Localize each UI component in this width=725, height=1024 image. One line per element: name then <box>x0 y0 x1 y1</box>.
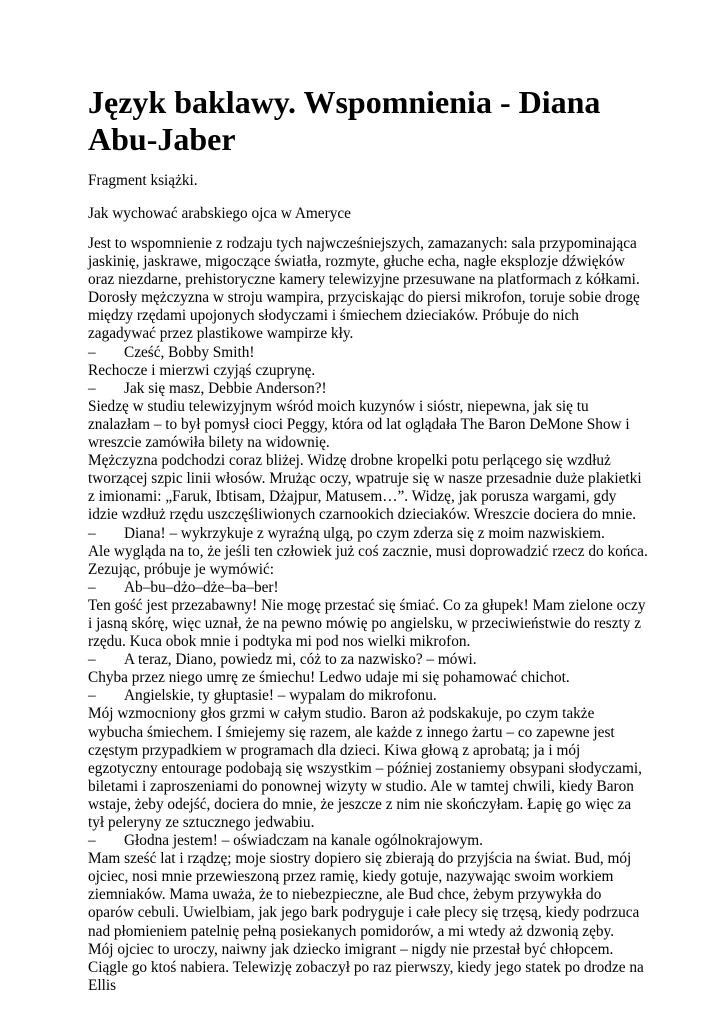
intro-line: Fragment książki. <box>88 172 198 189</box>
paragraph-text: Ab–bu–dżo–dże–ba–ber! <box>124 578 279 596</box>
body-paragraph <box>88 669 648 687</box>
dialogue-line <box>88 344 648 362</box>
paragraph-text: A teraz, Diano, powiedz mi, cóż to za nazwisko? – mówi. <box>124 651 477 669</box>
dialogue-line <box>88 380 648 398</box>
body-paragraph <box>88 362 648 380</box>
paragraph-text: Głodna jestem! – oświadczam na kanale ogólnokrajowym. <box>124 832 483 850</box>
paragraph-text: Siedzę w studiu telewizyjnym wśród moich kuzynów i sióstr, niepewna, jak się tu znalazłam – to był pomysł cioci Peggy, która od lat oglądała The Baron DeMone Show i wreszcie zamówiła bilety na widownię. <box>88 397 630 452</box>
paragraph-text: Cześć, Bobby Smith! <box>124 343 255 361</box>
dialogue-dash: – <box>88 524 96 542</box>
dialogue-dash: – <box>88 687 96 705</box>
paragraph-text: Chyba przez niego umrę ze śmiechu! Ledwo udaje mi się pohamować chichot. <box>88 669 570 687</box>
paragraph-text: Ale wygląda na to, że jeśli ten człowiek już coś zacznie, musi doprowadzić rzecz do końca. Zezując, próbuje je wymówić: <box>88 542 648 578</box>
body-paragraph <box>88 705 648 832</box>
body-paragraph <box>88 850 648 940</box>
body-paragraph <box>88 235 648 344</box>
paragraph-text: Mam sześć lat i rządzę; moje siostry dopiero się zbierają do przyjścia na świat. Bud, mój ojciec, nosi mnie przewieszoną przez ramię, kiedy gotuje, nazywając swoim workiem ziemniaków. Mama uważa, że to niebezpieczne, ale Bud chce, żebym przywykła do oparów cebuli. Uwielbiam, jak jego bark podryguje i całe plecy się trzęsą, kiedy podrzuca nad płomieniem patelnię pełną posiekanych pomidorów, a mi wtedy aż dzwonią zęby. <box>88 850 640 940</box>
paragraph-text: Mężczyzna podchodzi coraz bliżej. Widzę drobne kropelki potu perlącego się wzdłuż tworzącej szpic linii włosów. Mrużąc oczy, wpatruje się w nasze przesadnie duże plakietki z imionami: „Faruk, Ibtisam, Dżajpur, Matusem…”. Widzę, jak porusza wargami, gdy idzie wzdłuż rzędu uszczęśliwionych czarnookich dzieciaków. Wreszcie dociera do mnie. <box>88 452 642 524</box>
dialogue-dash: – <box>88 379 96 397</box>
body-paragraph <box>88 543 648 579</box>
dialogue-dash: – <box>88 651 96 669</box>
paragraph-text: Angielskie, ty głuptasie! – wypalam do mikrofonu. <box>124 687 437 705</box>
dialogue-dash: – <box>88 343 96 361</box>
dialogue-line <box>88 525 648 543</box>
dialogue-dash: – <box>88 578 96 596</box>
paragraph-text: Mój wzmocniony głos grzmi w całym studio. Baron aż podskakuje, po czym także wybucha śmiechem. I śmiejemy się razem, ale każde z innego żartu – co zapewne jest częstym przypadkiem w programach dla dzieci. Kiwa głową z aprobatą; ja i mój egzotyczny entourage podobają się wszystkim – później zostaniemy obsypani słodyczami, biletami i zaproszeniami do ponownej wizyty w studio. Ale w tamtej chwili, kiedy Baron wstaje, żeby odejść, dociera do mnie, że jeszcze z nim nie skończyłam. Łapię go więc za tył peleryny ze sztucznego jedwabiu. <box>88 705 642 831</box>
body-paragraph <box>88 941 648 995</box>
dialogue-line <box>88 832 648 850</box>
document-body <box>88 235 648 995</box>
paragraph-text: Ten gość jest przezabawny! Nie mogę przestać się śmiać. Co za głupek! Mam zielone oczy i jasną skórę, więc uznał, że na pewno mówię po angielsku, w przeciwieństwie do reszty z rzędu. Kuca obok mnie i podtyka mi pod nos wielki mikrofon. <box>88 596 646 651</box>
paragraph-text: Rechocze i mierzwi czyjąś czuprynę. <box>88 361 316 379</box>
paragraph-text: Jest to wspomnienie z rodzaju tych najwcześniejszych, zamazanych: sala przypominająca jaskinię, jaskrawe, migoczące światła, rozmyte, głuche echa, nagłe eksplozje dźwięków oraz niezdarne, prehistoryczne kamery telewizyjne przesuwane na platformach z kółkami. Dorosły mężczyzna w stroju wampira, przyciskając do piersi mikrofon, toruje sobie drogę między rzędami upojonych słodyczami i śmiechem dzieciaków. Próbuje do nich zagadywać przez plastikowe wampirze kły. <box>88 235 640 343</box>
body-paragraph <box>88 398 648 452</box>
dialogue-line <box>88 579 648 597</box>
section-subtitle: Jak wychować arabskiego ojca w Ameryce <box>88 205 351 222</box>
dialogue-line <box>88 687 648 705</box>
body-paragraph <box>88 452 648 524</box>
paragraph-text: Diana! – wykrzykuje z wyraźną ulgą, po czym zderza się z moim nazwiskiem. <box>124 524 605 542</box>
paragraph-text: Jak się masz, Debbie Anderson?! <box>124 379 327 397</box>
paragraph-text: Mój ojciec to uroczy, naiwny jak dziecko imigrant – nigdy nie przestał być chłopcem. Ciągle go ktoś nabiera. Telewizję zobaczył po raz pierwszy, kiedy jego statek po drodze na Ellis <box>88 940 644 994</box>
body-paragraph <box>88 597 648 651</box>
document-title: Język baklawy. Wspomnienia - Diana Abu-Jaber <box>88 84 601 157</box>
dialogue-dash: – <box>88 832 96 850</box>
dialogue-line <box>88 651 648 669</box>
